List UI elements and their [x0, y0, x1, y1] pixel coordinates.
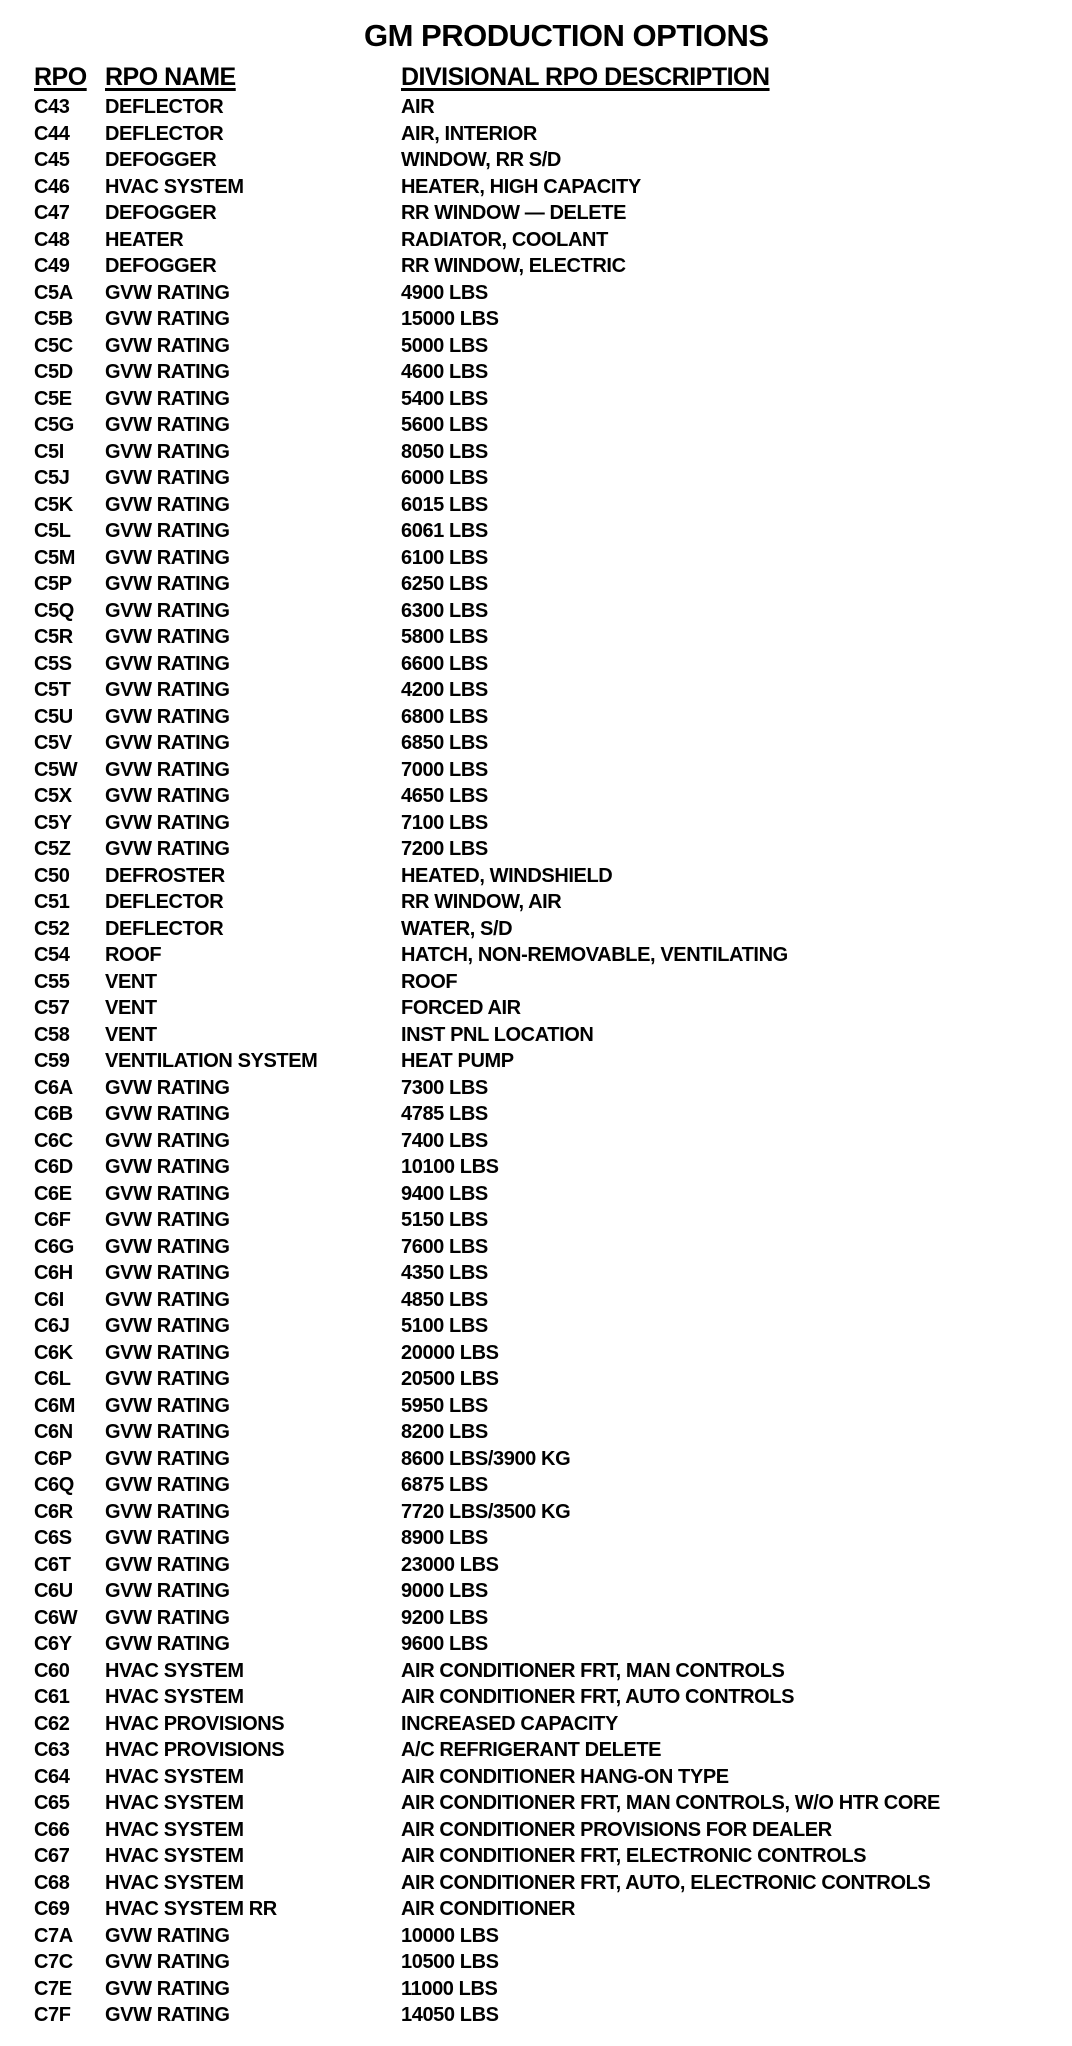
rpo-description: 8600 LBS/3900 KG: [401, 1447, 571, 1470]
rpo-name: GVW RATING: [105, 1633, 230, 1655]
table-row: [0, 1287, 1072, 1314]
rpo-name: GVW RATING: [105, 1368, 230, 1390]
rpo-description: 4350 LBS: [401, 1262, 488, 1284]
rpo-code: C44: [34, 122, 70, 145]
table-row: [0, 1605, 1072, 1632]
rpo-description: WINDOW, RR S/D: [401, 149, 561, 171]
column-header-rpo-name: RPO NAME: [105, 63, 236, 91]
rpo-code: C51: [34, 891, 70, 913]
table-row: [0, 465, 1072, 492]
rpo-name: DEFOGGER: [105, 202, 217, 224]
rpo-code: C6S: [34, 1527, 72, 1549]
table-row: [0, 571, 1072, 598]
rpo-code: C5W: [34, 758, 78, 781]
rpo-code: C66: [34, 1818, 70, 1841]
rpo-description: 10500 LBS: [401, 1951, 499, 1973]
rpo-name: HVAC SYSTEM: [105, 1792, 244, 1814]
rpo-name: HVAC SYSTEM: [105, 1871, 244, 1894]
rpo-description: 14050 LBS: [401, 2004, 499, 2026]
rpo-code: C5P: [34, 573, 72, 595]
rpo-code: C6H: [34, 1262, 73, 1284]
rpo-description: AIR CONDITIONER: [401, 1898, 576, 1920]
table-row: [0, 810, 1072, 837]
rpo-description: 4850 LBS: [401, 1288, 488, 1311]
rpo-description: 5100 LBS: [401, 1315, 488, 1337]
table-row: [0, 969, 1072, 996]
rpo-description: 8900 LBS: [401, 1527, 488, 1549]
table-row: [0, 1022, 1072, 1049]
rpo-description: 4785 LBS: [401, 1103, 488, 1125]
rpo-description: 5400 LBS: [401, 387, 488, 410]
rpo-name: GVW RATING: [105, 1606, 230, 1629]
rpo-description: WATER, S/D: [401, 917, 513, 940]
rpo-description: 6015 LBS: [401, 493, 488, 516]
rpo-name: GVW RATING: [105, 1341, 230, 1364]
rpo-code: C62: [34, 1712, 70, 1735]
rpo-name: GVW RATING: [105, 1553, 230, 1576]
rpo-code: C7E: [34, 1977, 72, 2000]
rpo-description: HEAT PUMP: [401, 1050, 514, 1072]
rpo-code: C6I: [34, 1288, 64, 1311]
rpo-code: C6Q: [34, 1474, 74, 1496]
table-row: [0, 147, 1072, 174]
rpo-code: C6F: [34, 1209, 71, 1231]
rpo-name: GVW RATING: [105, 414, 230, 436]
rpo-description: 4600 LBS: [401, 361, 488, 383]
table-row: [0, 757, 1072, 784]
rpo-code: C59: [34, 1050, 70, 1072]
table-row: [0, 1419, 1072, 1446]
rpo-name: HVAC PROVISIONS: [105, 1712, 285, 1735]
rpo-description: 7600 LBS: [401, 1235, 488, 1258]
rpo-code: C55: [34, 970, 70, 993]
rpo-code: C6J: [34, 1315, 70, 1337]
rpo-name: HVAC SYSTEM: [105, 175, 244, 198]
rpo-name: GVW RATING: [105, 811, 230, 834]
table-row: [0, 1525, 1072, 1552]
rpo-description: 5000 LBS: [401, 334, 488, 357]
rpo-description: AIR CONDITIONER FRT, AUTO CONTROLS: [401, 1686, 795, 1708]
rpo-description: 8200 LBS: [401, 1421, 488, 1443]
rpo-name: GVW RATING: [105, 546, 230, 569]
rpo-name: VENT: [105, 997, 157, 1019]
rpo-code: C5T: [34, 679, 71, 701]
rpo-code: C48: [34, 228, 70, 251]
rpo-name: GVW RATING: [105, 334, 230, 357]
rpo-name: GVW RATING: [105, 1951, 230, 1973]
rpo-description: 6250 LBS: [401, 573, 488, 595]
table-row: [0, 1340, 1072, 1367]
table-row: [0, 200, 1072, 227]
rpo-name: HVAC SYSTEM: [105, 1686, 244, 1708]
rpo-code: C5B: [34, 308, 73, 330]
rpo-description: 6061 LBS: [401, 520, 488, 542]
rpo-description: RR WINDOW, ELECTRIC: [401, 255, 626, 277]
table-row: [0, 306, 1072, 333]
table-row: [0, 1260, 1072, 1287]
rpo-code: C50: [34, 864, 70, 887]
rpo-code: C69: [34, 1898, 70, 1920]
rpo-name: GVW RATING: [105, 1315, 230, 1337]
rpo-name: GVW RATING: [105, 493, 230, 516]
table-row: [0, 916, 1072, 943]
table-row: [0, 1366, 1072, 1393]
rpo-code: C52: [34, 917, 70, 940]
rpo-code: C5D: [34, 361, 73, 383]
rpo-name: GVW RATING: [105, 1924, 230, 1947]
table-row: [0, 651, 1072, 678]
rpo-name: HVAC SYSTEM RR: [105, 1898, 277, 1920]
table-row: [0, 280, 1072, 307]
rpo-description: 11000 LBS: [401, 1977, 498, 2000]
table-row: [0, 121, 1072, 148]
table-row: [0, 677, 1072, 704]
table-row: [0, 1446, 1072, 1473]
rpo-description: 4200 LBS: [401, 679, 488, 701]
rpo-name: GVW RATING: [105, 1421, 230, 1443]
rpo-description: 4900 LBS: [401, 281, 488, 304]
table-row: [0, 1737, 1072, 1764]
rpo-description: 9400 LBS: [401, 1182, 488, 1205]
rpo-name: GVW RATING: [105, 652, 230, 675]
rpo-description: 7000 LBS: [401, 758, 488, 781]
rpo-name: GVW RATING: [105, 785, 230, 807]
rpo-code: C6D: [34, 1156, 73, 1178]
rpo-description: AIR CONDITIONER FRT, AUTO, ELECTRONIC CONTROLS: [401, 1871, 931, 1894]
rpo-name: GVW RATING: [105, 308, 230, 330]
rpo-name: GVW RATING: [105, 281, 230, 304]
rpo-description: 6300 LBS: [401, 599, 488, 622]
rpo-description: 5150 LBS: [401, 1209, 488, 1231]
table-row: [0, 253, 1072, 280]
rpo-description: 6800 LBS: [401, 705, 488, 728]
table-row: [0, 624, 1072, 651]
rpo-name: DEFLECTOR: [105, 122, 224, 145]
rpo-code: C68: [34, 1871, 70, 1894]
table-row: [0, 1101, 1072, 1128]
rpo-code: C49: [34, 255, 70, 277]
table-row: [0, 1393, 1072, 1420]
rpo-description: AIR: [401, 96, 435, 118]
rpo-description: 6850 LBS: [401, 732, 488, 754]
rpo-name: GVW RATING: [105, 1129, 230, 1152]
table-row: [0, 1684, 1072, 1711]
rpo-description: HEATED, WINDSHIELD: [401, 864, 613, 887]
table-row: [0, 1870, 1072, 1897]
rpo-name: GVW RATING: [105, 1235, 230, 1258]
rpo-code: C5G: [34, 414, 74, 436]
rpo-name: VENTILATION SYSTEM: [105, 1050, 318, 1072]
rpo-description: 6000 LBS: [401, 467, 488, 489]
rpo-name: GVW RATING: [105, 520, 230, 542]
rpo-code: C5M: [34, 546, 76, 569]
table-row: [0, 1207, 1072, 1234]
table-row: [0, 863, 1072, 890]
rpo-description: 7100 LBS: [401, 811, 488, 834]
rpo-name: GVW RATING: [105, 1156, 230, 1178]
rpo-description: 9600 LBS: [401, 1633, 488, 1655]
rpo-name: GVW RATING: [105, 1580, 230, 1602]
rpo-code: C6Y: [34, 1633, 72, 1655]
rpo-code: C5K: [34, 493, 73, 516]
rpo-name: GVW RATING: [105, 2004, 230, 2026]
table-row: [0, 2002, 1072, 2029]
rpo-description: 10000 LBS: [401, 1924, 499, 1947]
rpo-name: DEFLECTOR: [105, 96, 224, 118]
rpo-code: C6N: [34, 1421, 73, 1443]
rpo-name: GVW RATING: [105, 387, 230, 410]
rpo-code: C7A: [34, 1924, 73, 1947]
table-row: [0, 1578, 1072, 1605]
rpo-description: AIR CONDITIONER PROVISIONS FOR DEALER: [401, 1818, 832, 1841]
table-row: [0, 333, 1072, 360]
table-row: [0, 1711, 1072, 1738]
table-row: [0, 1181, 1072, 1208]
table-row: [0, 1552, 1072, 1579]
table-row: [0, 1631, 1072, 1658]
rpo-code: C6M: [34, 1394, 76, 1417]
options-table: [0, 94, 1072, 2029]
table-row: [0, 518, 1072, 545]
table-row: [0, 412, 1072, 439]
column-header-description: DIVISIONAL RPO DESCRIPTION: [401, 63, 770, 91]
rpo-name: GVW RATING: [105, 758, 230, 781]
rpo-description: HATCH, NON-REMOVABLE, VENTILATING: [401, 944, 788, 966]
rpo-name: DEFLECTOR: [105, 917, 224, 940]
rpo-description: 7720 LBS/3500 KG: [401, 1500, 571, 1523]
rpo-description: A/C REFRIGERANT DELETE: [401, 1739, 662, 1761]
rpo-code: C60: [34, 1659, 70, 1682]
rpo-name: GVW RATING: [105, 1527, 230, 1549]
table-row: [0, 1949, 1072, 1976]
table-row: [0, 174, 1072, 201]
rpo-name: HEATER: [105, 228, 184, 251]
rpo-description: 23000 LBS: [401, 1553, 499, 1576]
rpo-code: C5I: [34, 440, 64, 463]
rpo-name: DEFOGGER: [105, 255, 217, 277]
rpo-name: GVW RATING: [105, 838, 230, 860]
rpo-description: 6100 LBS: [401, 546, 488, 569]
rpo-code: C58: [34, 1023, 70, 1046]
rpo-code: C6G: [34, 1235, 74, 1258]
rpo-code: C45: [34, 149, 70, 171]
rpo-name: GVW RATING: [105, 361, 230, 383]
rpo-code: C6W: [34, 1606, 78, 1629]
rpo-code: C5L: [34, 520, 71, 542]
table-row: [0, 545, 1072, 572]
table-row: [0, 1790, 1072, 1817]
rpo-code: C5A: [34, 281, 73, 304]
rpo-code: C5R: [34, 626, 73, 648]
table-row: [0, 942, 1072, 969]
rpo-description: 20500 LBS: [401, 1368, 499, 1390]
rpo-code: C6P: [34, 1447, 72, 1470]
rpo-name: HVAC SYSTEM: [105, 1818, 244, 1841]
rpo-name: GVW RATING: [105, 599, 230, 622]
rpo-description: INST PNL LOCATION: [401, 1023, 594, 1046]
rpo-name: VENT: [105, 970, 157, 993]
rpo-name: GVW RATING: [105, 1209, 230, 1231]
table-row: [0, 1128, 1072, 1155]
table-row: [0, 359, 1072, 386]
rpo-name: GVW RATING: [105, 1103, 230, 1125]
rpo-code: C54: [34, 944, 70, 966]
table-row: [0, 1048, 1072, 1075]
table-row: [0, 1234, 1072, 1261]
rpo-code: C6L: [34, 1368, 71, 1390]
rpo-name: GVW RATING: [105, 1447, 230, 1470]
table-row: [0, 1843, 1072, 1870]
rpo-description: 7400 LBS: [401, 1129, 488, 1152]
rpo-code: C6A: [34, 1076, 73, 1099]
rpo-description: 9200 LBS: [401, 1606, 488, 1629]
rpo-description: INCREASED CAPACITY: [401, 1712, 618, 1735]
rpo-code: C67: [34, 1845, 70, 1867]
rpo-code: C47: [34, 202, 70, 224]
rpo-description: AIR CONDITIONER FRT, MAN CONTROLS: [401, 1659, 785, 1682]
rpo-code: C6T: [34, 1553, 71, 1576]
rpo-code: C5S: [34, 652, 72, 675]
rpo-code: C65: [34, 1792, 70, 1814]
page-title: GM PRODUCTION OPTIONS: [364, 18, 769, 53]
rpo-name: GVW RATING: [105, 440, 230, 463]
rpo-description: 20000 LBS: [401, 1341, 499, 1364]
table-row: [0, 1923, 1072, 1950]
column-header-rpo: RPO: [34, 63, 87, 91]
rpo-code: C6B: [34, 1103, 73, 1125]
rpo-code: C7F: [34, 2004, 71, 2026]
rpo-name: GVW RATING: [105, 626, 230, 648]
rpo-description: 6875 LBS: [401, 1474, 488, 1496]
rpo-name: GVW RATING: [105, 1977, 230, 2000]
rpo-code: C43: [34, 96, 70, 118]
rpo-code: C5C: [34, 334, 73, 357]
rpo-code: C57: [34, 997, 70, 1019]
rpo-code: C64: [34, 1765, 70, 1788]
table-row: [0, 1896, 1072, 1923]
rpo-name: VENT: [105, 1023, 157, 1046]
rpo-code: C6C: [34, 1129, 73, 1152]
rpo-name: GVW RATING: [105, 1262, 230, 1284]
rpo-description: 15000 LBS: [401, 308, 499, 330]
rpo-description: HEATER, HIGH CAPACITY: [401, 175, 641, 198]
table-row: [0, 1499, 1072, 1526]
table-row: [0, 492, 1072, 519]
rpo-description: RR WINDOW, AIR: [401, 891, 562, 913]
rpo-description: 9000 LBS: [401, 1580, 488, 1602]
rpo-code: C5E: [34, 387, 72, 410]
rpo-name: GVW RATING: [105, 1076, 230, 1099]
rpo-name: GVW RATING: [105, 1474, 230, 1496]
rpo-description: AIR CONDITIONER FRT, MAN CONTROLS, W/O HTR CORE: [401, 1792, 940, 1814]
table-row: [0, 1817, 1072, 1844]
table-row: [0, 439, 1072, 466]
rpo-code: C5Q: [34, 599, 74, 622]
rpo-code: C5Y: [34, 811, 72, 834]
rpo-description: RR WINDOW — DELETE: [401, 202, 627, 224]
table-row: [0, 704, 1072, 731]
rpo-name: GVW RATING: [105, 467, 230, 489]
rpo-name: GVW RATING: [105, 1394, 230, 1417]
rpo-description: 7200 LBS: [401, 838, 488, 860]
rpo-description: ROOF: [401, 970, 458, 993]
rpo-name: GVW RATING: [105, 705, 230, 728]
rpo-name: DEFLECTOR: [105, 891, 224, 913]
table-row: [0, 995, 1072, 1022]
rpo-name: DEFROSTER: [105, 864, 225, 887]
table-row: [0, 1154, 1072, 1181]
rpo-name: DEFOGGER: [105, 149, 217, 171]
rpo-name: GVW RATING: [105, 1182, 230, 1205]
rpo-description: AIR CONDITIONER HANG-ON TYPE: [401, 1765, 729, 1788]
rpo-name: GVW RATING: [105, 732, 230, 754]
rpo-name: HVAC SYSTEM: [105, 1845, 244, 1867]
table-row: [0, 889, 1072, 916]
rpo-description: RADIATOR, COOLANT: [401, 228, 608, 251]
rpo-name: GVW RATING: [105, 1500, 230, 1523]
rpo-description: AIR, INTERIOR: [401, 122, 537, 145]
rpo-description: 6600 LBS: [401, 652, 488, 675]
rpo-code: C7C: [34, 1951, 73, 1973]
rpo-code: C5V: [34, 732, 72, 754]
table-row: [0, 1764, 1072, 1791]
rpo-description: 10100 LBS: [401, 1156, 499, 1178]
table-row: [0, 94, 1072, 121]
rpo-code: C5J: [34, 467, 70, 489]
table-row: [0, 227, 1072, 254]
rpo-code: C5Z: [34, 838, 71, 860]
table-row: [0, 598, 1072, 625]
rpo-code: C63: [34, 1739, 70, 1761]
rpo-code: C6U: [34, 1580, 73, 1602]
rpo-code: C6R: [34, 1500, 73, 1523]
rpo-name: HVAC SYSTEM: [105, 1659, 244, 1682]
rpo-code: C6K: [34, 1341, 73, 1364]
table-row: [0, 1472, 1072, 1499]
rpo-name: ROOF: [105, 944, 162, 966]
table-row: [0, 836, 1072, 863]
table-row: [0, 386, 1072, 413]
rpo-name: GVW RATING: [105, 1288, 230, 1311]
rpo-name: HVAC PROVISIONS: [105, 1739, 285, 1761]
rpo-description: AIR CONDITIONER FRT, ELECTRONIC CONTROLS: [401, 1845, 867, 1867]
rpo-description: 5600 LBS: [401, 414, 488, 436]
rpo-description: 5950 LBS: [401, 1394, 488, 1417]
rpo-description: 5800 LBS: [401, 626, 488, 648]
rpo-description: FORCED AIR: [401, 997, 521, 1019]
rpo-code: C5X: [34, 785, 72, 807]
table-row: [0, 730, 1072, 757]
rpo-code: C5U: [34, 705, 73, 728]
table-row: [0, 1075, 1072, 1102]
rpo-code: C6E: [34, 1182, 72, 1205]
rpo-description: 4650 LBS: [401, 785, 488, 807]
rpo-name: HVAC SYSTEM: [105, 1765, 244, 1788]
rpo-code: C46: [34, 175, 70, 198]
rpo-name: GVW RATING: [105, 573, 230, 595]
rpo-description: 7300 LBS: [401, 1076, 488, 1099]
table-row: [0, 1658, 1072, 1685]
table-row: [0, 1976, 1072, 2003]
rpo-name: GVW RATING: [105, 679, 230, 701]
rpo-code: C61: [34, 1686, 70, 1708]
table-row: [0, 1313, 1072, 1340]
table-row: [0, 783, 1072, 810]
rpo-description: 8050 LBS: [401, 440, 488, 463]
